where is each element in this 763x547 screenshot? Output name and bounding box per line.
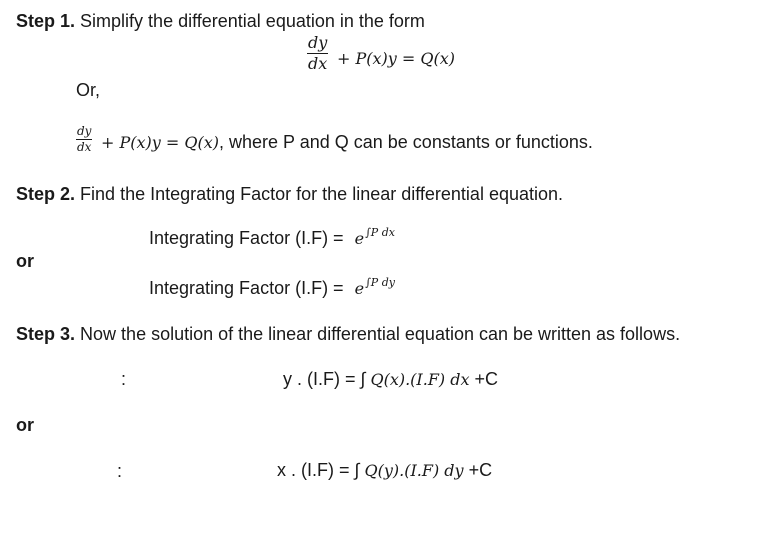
if2-exponent: ∫P dy <box>365 276 395 289</box>
step2-or-label: or <box>16 251 34 271</box>
step1-line <box>16 11 425 32</box>
if2-base: e <box>354 279 365 298</box>
step1-equation-2 <box>101 132 593 153</box>
step1-fraction <box>307 35 328 72</box>
sol2-lhs: x . (I.F) = <box>277 460 355 480</box>
step2-label: Step 2. <box>16 184 76 204</box>
step1-text: Simplify the differential equation in the form <box>80 11 425 31</box>
sol1-integral-sign: ∫ <box>360 369 366 389</box>
step3-text: Now the solution of the linear differential equation can be written as follows. <box>80 324 681 344</box>
solution-x <box>277 460 492 481</box>
step1-frac2-num: dy <box>77 124 92 138</box>
step3-line <box>16 324 680 345</box>
integrating-factor-dy <box>149 278 395 299</box>
step3-colon-2: : <box>117 461 123 481</box>
step1-eq2-text: , where P and Q can be constants or functions. <box>219 132 593 152</box>
sol2-math: Q(y).(I.F) dy <box>364 461 464 480</box>
step1-equation-rest: + P(x)y = Q(x) <box>337 49 456 68</box>
step1-or-label: Or, <box>76 80 101 100</box>
if2-label: Integrating Factor (I.F) = <box>149 278 344 298</box>
sol1-math: Q(x).(I.F) dx <box>370 370 470 389</box>
if1-label: Integrating Factor (I.F) = <box>149 228 344 248</box>
integrating-factor-dx <box>149 228 395 249</box>
step2-line <box>16 184 563 205</box>
step1-frac2-den: dx <box>77 139 92 154</box>
step1-label: Step 1. <box>16 11 76 31</box>
if1-base: e <box>354 229 365 248</box>
sol2-integral-sign: ∫ <box>354 460 360 480</box>
step3-label: Step 3. <box>16 324 76 344</box>
step2-text: Find the Integrating Factor for the linear differential equation. <box>80 184 564 204</box>
if1-exponent: ∫P dx <box>365 226 395 239</box>
solution-y <box>283 369 498 390</box>
step1-eq2-math: + P(x)y = Q(x) <box>101 133 220 152</box>
sol1-lhs: y . (I.F) = <box>283 369 361 389</box>
step1-frac-den: dx <box>308 53 328 73</box>
step1-fraction-2 <box>76 125 92 154</box>
sol2-tail: +C <box>463 460 493 480</box>
step3-colon-1: : <box>121 369 127 389</box>
sol1-tail: +C <box>469 369 499 389</box>
step3-or-label: or <box>16 415 34 435</box>
step1-frac-num: dy <box>308 33 328 52</box>
